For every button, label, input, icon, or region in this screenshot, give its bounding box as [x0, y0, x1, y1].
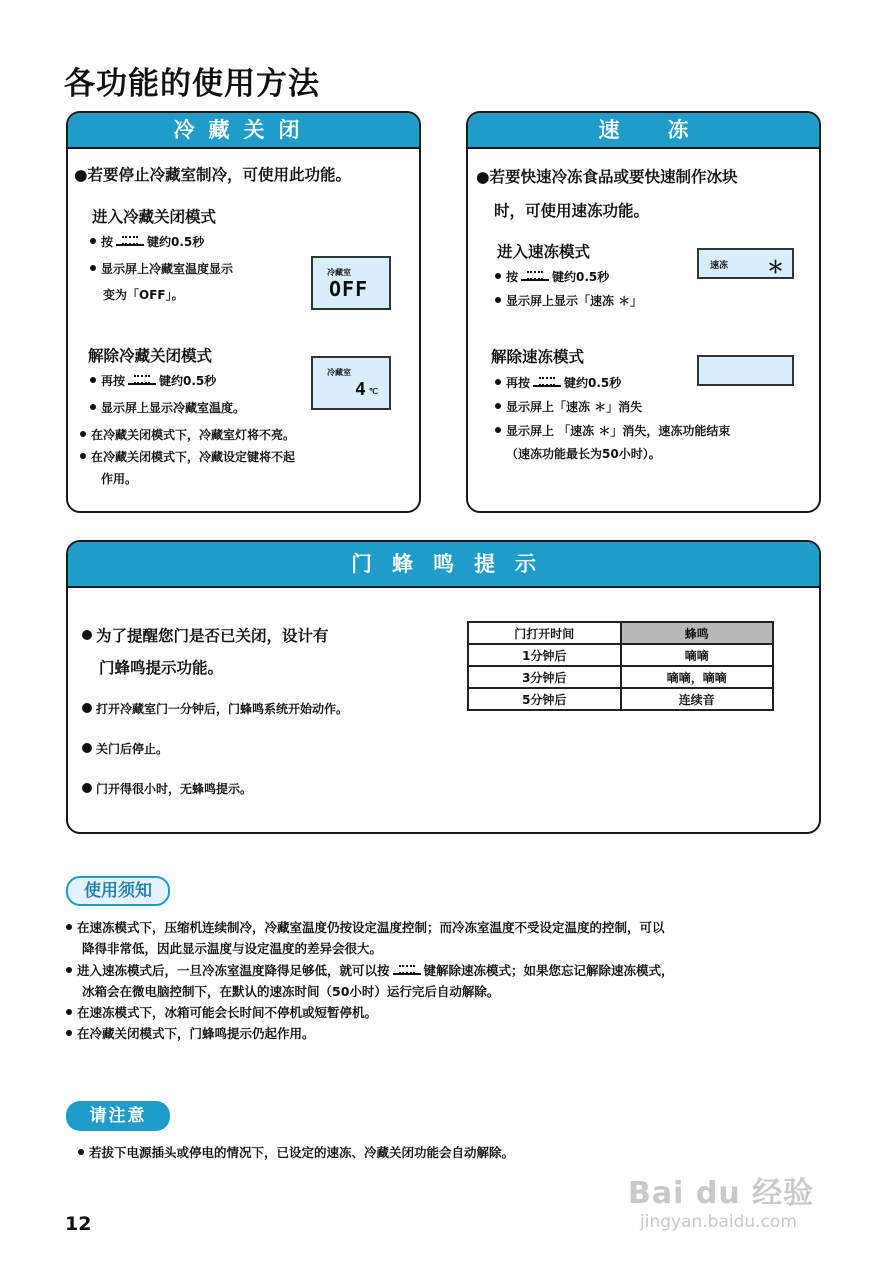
bullet [495, 427, 501, 433]
caution-line-1 [78, 1143, 514, 1161]
usage-note-2a [66, 961, 674, 979]
cold-off-note1 [80, 426, 295, 443]
freeze-key-icon [393, 964, 421, 975]
usage-note-1b: 降得非常低，因此显示温度与设定温度的差异会很大。 [82, 941, 383, 956]
usage-notes-label: 使用须知 [66, 876, 170, 906]
door-alarm-intro-b: 门蜂鸣提示功能。 [99, 659, 224, 677]
bullet [78, 1149, 84, 1155]
note-text: 在速冻模式下，冰箱可能会长时间不停机或短暂停机。 [77, 1005, 378, 1020]
freeze-key-icon [533, 376, 561, 387]
exit-line2-text: 显示屏上显示冷藏室温度。 [101, 401, 246, 415]
cold-off-enter-line2a [90, 260, 233, 277]
bullet [90, 238, 96, 244]
lcd-label: 冷藏室 [327, 368, 351, 377]
note-text: 在冷藏关闭模式下，门蜂鸣提示仍起作用。 [77, 1026, 315, 1041]
cold-off-panel [66, 111, 421, 513]
note-text: 键解除速冻模式；如果您忘记解除速冻模式， [423, 963, 674, 978]
cold-off-exit-title: 解除冷藏关闭模式 [88, 347, 213, 365]
lcd-star: ＊ [767, 258, 784, 278]
lcd-label: 冷藏室 [327, 268, 351, 277]
enter-line2-text: 显示屏上显示「速冻 ＊」 [506, 294, 643, 308]
lcd-display-off [311, 256, 391, 310]
cold-off-intro: ●若要停止冷藏室制冷，可使用此功能。 [74, 166, 352, 184]
fridge-key-icon [116, 235, 144, 246]
quick-freeze-intro-b: 时，可使用速冻功能。 [494, 202, 650, 220]
usage-note-4 [66, 1024, 315, 1042]
exit-line1-post: 键约0.5秒 [564, 376, 622, 390]
table-row [468, 688, 773, 710]
table-row [468, 644, 773, 666]
cold-off-note2b: 作用。 [101, 472, 138, 486]
cold-off-note2a [80, 448, 295, 465]
cold-off-header: 冷藏关闭 [68, 113, 419, 149]
quick-freeze-panel [466, 111, 821, 513]
usage-note-2b: 冰箱会在微电脑控制下，在默认的速冻时间（50小时）运行完后自动解除。 [82, 984, 500, 999]
freeze-key-icon [521, 270, 549, 281]
quick-freeze-exit-line3 [495, 422, 730, 439]
exit-line1-post: 键约0.5秒 [159, 374, 217, 388]
intro-a-text: 为了提醒您门是否已关闭，设计有 [96, 627, 329, 645]
note-text: 在速冻模式下，压缩机连续制冷，冷藏室温度仍按设定温度控制；而冷冻室温度不受设定温度的控制，可以 [77, 920, 665, 935]
cold-off-enter-title: 进入冷藏关闭模式 [92, 208, 217, 226]
exit-line1-pre: 再按 [101, 374, 126, 388]
bullet [66, 967, 72, 973]
quick-freeze-exit-line4: （速冻功能最长为50小时）。 [506, 447, 661, 461]
exit-line1-pre: 再按 [506, 376, 531, 390]
lcd-label: 速冻 [710, 261, 729, 271]
table-cell: 1分钟后 [468, 644, 621, 666]
quick-freeze-header: 速冻 [468, 113, 819, 149]
door-alarm-header: 门蜂鸣提示 [68, 542, 819, 588]
table-header-row [468, 622, 773, 644]
bullet [66, 1009, 72, 1015]
cold-off-exit-line1 [90, 372, 216, 389]
quick-freeze-enter-title: 进入速冻模式 [497, 243, 591, 261]
note1-text: 在冷藏关闭模式下，冷藏室灯将不亮。 [91, 428, 296, 442]
bullet [495, 379, 501, 385]
table-cell: 连续音 [621, 688, 774, 710]
lcd-unit: ℃ [369, 387, 378, 396]
bullet [495, 297, 501, 303]
quick-freeze-exit-line2 [495, 398, 642, 415]
usage-note-1a [66, 918, 665, 936]
cold-off-enter-line2b: 变为「OFF」。 [103, 288, 184, 302]
door-alarm-intro-a [82, 624, 329, 646]
door-alarm-item2 [82, 740, 168, 757]
enter-line2a-text: 显示屏上冷藏室温度显示 [101, 262, 234, 276]
bullet [82, 783, 92, 793]
note2a-text: 在冷藏关闭模式下，冷藏设定键将不起 [91, 450, 296, 464]
quick-freeze-exit-title: 解除速冻模式 [491, 348, 585, 366]
page-title: 各功能的使用方法 [64, 66, 320, 102]
bullet [90, 265, 96, 271]
quick-freeze-enter-line2 [495, 292, 642, 309]
door-alarm-item3 [82, 780, 252, 797]
table-row [468, 666, 773, 688]
baidu-watermark-logo: Bai du 经验 [628, 1176, 815, 1211]
bullet [495, 273, 501, 279]
enter-line1-post: 键约0.5秒 [552, 270, 610, 284]
lcd-value: OFF [329, 277, 369, 301]
enter-line1-post: 键约0.5秒 [147, 235, 205, 249]
enter-line1-pre: 按 [506, 270, 519, 284]
table-cell: 嘀嘀 [621, 644, 774, 666]
table-cell: 3分钟后 [468, 666, 621, 688]
table-header-cell: 蜂鸣 [621, 622, 774, 644]
quick-freeze-exit-line1 [495, 374, 621, 391]
caution-text: 若拔下电源插头或停电的情况下，已设定的速冻、冷藏关闭功能会自动解除。 [89, 1145, 515, 1160]
bullet [80, 453, 86, 459]
quick-freeze-enter-line1 [495, 268, 609, 285]
lcd-display-quick-freeze [697, 248, 794, 279]
bullet [82, 630, 92, 640]
table-cell: 嘀嘀，嘀嘀 [621, 666, 774, 688]
cold-off-enter-line1 [90, 233, 204, 250]
cold-off-exit-line2 [90, 399, 245, 416]
caution-label: 请注意 [66, 1101, 170, 1131]
bullet [90, 404, 96, 410]
quick-freeze-intro-a: ●若要快速冷冻食品或要快速制作冰块 [476, 168, 738, 186]
lcd-display-blank [697, 355, 794, 386]
page-number: 12 [65, 1213, 92, 1235]
lcd-value: 4 [355, 379, 366, 400]
item3-text: 门开得很小时，无蜂鸣提示。 [96, 782, 253, 796]
table-cell: 5分钟后 [468, 688, 621, 710]
bullet [495, 403, 501, 409]
bullet [82, 703, 92, 713]
fridge-key-icon [128, 374, 156, 385]
usage-note-3 [66, 1003, 377, 1021]
door-alarm-item1 [82, 700, 348, 717]
exit-line3-text: 显示屏上 「速冻 ＊」消失，速冻功能结束 [506, 424, 731, 438]
enter-line1-pre: 按 [101, 235, 114, 249]
bullet [80, 431, 86, 437]
buzzer-table [467, 621, 774, 711]
note-text: 进入速冻模式后，一旦冷冻室温度降得足够低，就可以按 [77, 963, 390, 978]
lcd-display-temp [311, 356, 391, 410]
bullet [90, 377, 96, 383]
baidu-watermark-url: jingyan.baidu.com [640, 1212, 797, 1232]
exit-line2-text: 显示屏上「速冻 ＊」消失 [506, 400, 643, 414]
bullet [66, 1030, 72, 1036]
item2-text: 关门后停止。 [96, 742, 169, 756]
bullet [66, 924, 72, 930]
item1-text: 打开冷藏室门一分钟后，门蜂鸣系统开始动作。 [96, 702, 349, 716]
table-header-cell: 门打开时间 [468, 622, 621, 644]
bullet [82, 743, 92, 753]
